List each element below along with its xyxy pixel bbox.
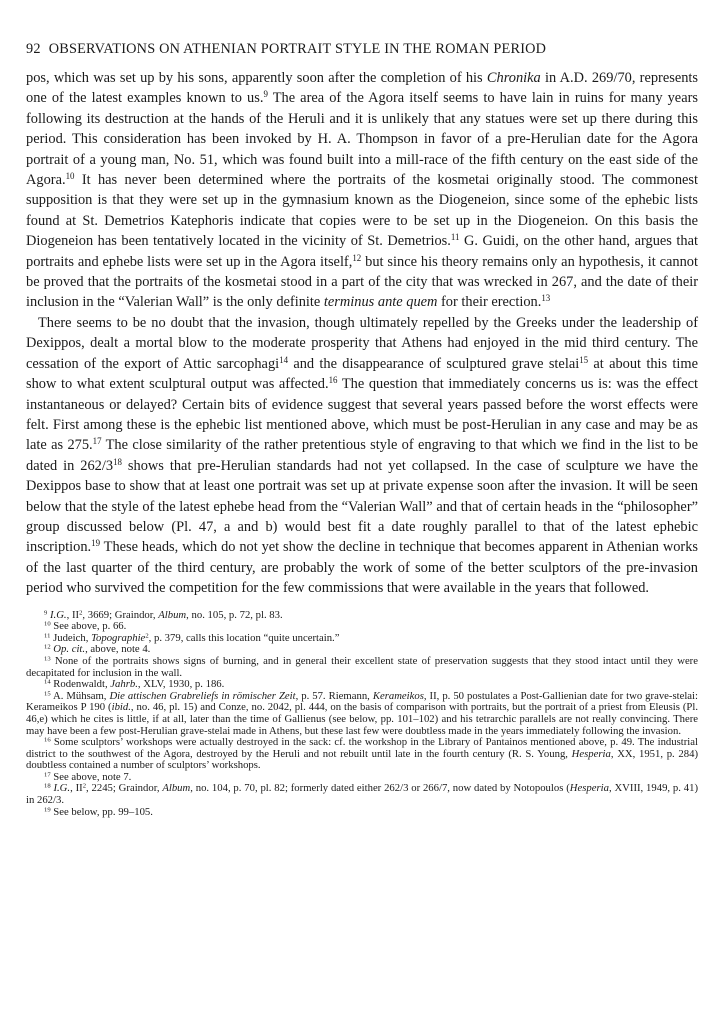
text-run: , 3669; Graindor,	[82, 608, 159, 621]
body-text	[26, 68, 698, 599]
text-run: See below, pp. 99–105.	[50, 805, 153, 818]
text-run: See above, p. 66.	[50, 620, 127, 633]
footnote	[26, 737, 698, 772]
paragraph	[26, 313, 698, 599]
italic-text: Die attischen Grabreliefs in römischer Zeit	[109, 689, 296, 702]
italic-text: I.G.	[49, 608, 67, 621]
text-run: , no. 46, pl. 15) and Conze, no. 2042, pl. 444, on the basis of comparison with portraits, but the portrait of a priest from Eleusis (Pl. 46,e) which he cites is little, if at all, later than the time of Gallienus (see below, pp. 101–102) and his tetrarchic parallels are not really convincing. There may have been a few post-Herulian grave-stelai made in Athens, but these last few were doubtless made in the years immediately following the invasion.	[26, 701, 698, 737]
running-head	[26, 40, 698, 58]
text-run: G. Guidi, on the other hand, argues that portraits and ephebe lists were set up in the Agora itself,	[26, 233, 698, 270]
note-reference: 16	[44, 736, 51, 744]
footnote	[26, 783, 698, 806]
note-reference: 18	[113, 456, 122, 467]
italic-text: Album	[162, 782, 191, 795]
page-number: 92	[26, 41, 41, 57]
note-reference: 12	[44, 643, 51, 651]
footnote	[26, 807, 698, 819]
text-run: for their erection.	[437, 294, 542, 311]
note-reference: 11	[450, 232, 460, 243]
text-run: , above, note 4.	[85, 643, 151, 656]
text-run: The question that immediately concerns us is: was the effect instantaneous or delayed? Certain bits of evidence suggest that several years passed before the worst effects were felt. First among these is the ephebic list mentioned above, which must be post-Herulian in any case and may be as late as 275.	[26, 376, 699, 454]
text-run: , no. 105, p. 72, pl. 83.	[186, 608, 283, 621]
italic-text: Hesperia	[571, 747, 611, 760]
text-run: The close similarity of the rather pretentious style of engraving to that which we find in the list to be dated in 262/3	[26, 437, 698, 474]
text-run: Judeich,	[50, 631, 92, 644]
text-run: A. Mühsam,	[50, 689, 110, 702]
text-run: , 2245; Graindor,	[86, 782, 163, 795]
text-run: , XX, 1951, p. 284) doubtless contained a number of sculptors’ workshops.	[26, 747, 699, 772]
text-run: , no. 104, p. 70, pl. 82; formerly dated either 262/3 or 266/7, now dated by Notopoulos (	[190, 782, 570, 795]
footnote	[26, 691, 698, 737]
italic-text: Op. cit.	[53, 643, 86, 656]
footnote	[26, 656, 698, 679]
text-run: Rodenwaldt,	[50, 678, 111, 691]
note-reference: 2	[145, 632, 149, 640]
footnotes	[26, 610, 698, 819]
note-reference: 2	[79, 608, 83, 616]
note-reference: 19	[44, 806, 51, 814]
text-run: The area of the Agora itself seems to have lain in ruins for many years following its destruction at the hands of the Heruli and it is unlikely that any statues were set up there during this period. This consideration has been invoked by H. A. Thompson in favor of a pre-Herulian date for the Agora portrait of a young man, No. 51, which was found built into a mill-race of the fifth century on the east side of the Agora.	[26, 90, 698, 189]
italic-text: Chronika	[486, 70, 541, 86]
note-reference: 9	[263, 89, 268, 100]
text-run: There seems to be no doubt that the invasion, though ultimately repelled by the Greeks under the leadership of Dexippos, dealt a mortal blow to the moderate prosperity that Athens had enjoyed in the mid third century. The cessation of the export of Attic sarcophagi	[26, 314, 698, 372]
note-reference: 18	[44, 782, 51, 790]
text-run: , p. 379, calls this location “quite uncertain.”	[148, 631, 340, 644]
text-run: None of the portraits shows signs of burning, and in general their excellent state of preservation suggests that they stood intact until they were decapitated for inclusion in the wall.	[26, 654, 698, 679]
italic-text: terminus ante quem	[323, 294, 438, 311]
text-run: It has never been determined where the portraits of the kosmetai originally stood. The commonest supposition is that they were set up in the gymnasium known as the Diogeneion, since some of the ephebic lists found at St. Demetrios Katephoris indicate that copies were to be set up in the Diogeneion. On this basis the Diogeneion has been tentatively located in the vicinity of St. Demetrios.	[26, 172, 698, 250]
note-reference: 9	[44, 608, 48, 616]
note-reference: 14	[279, 354, 289, 365]
text-run: in A.D. 269/70, represents one of the latest examples known to us.	[26, 70, 699, 107]
note-reference: 19	[91, 538, 101, 549]
text-run: Some sculptors’ workshops were actually destroyed in the sack: cf. the workshop in the Library of Pantainos mentioned above, p. 49. The industrial district to the southwest of the Agora, destroyed by the Heruli and not rebuilt until late in the fourth century (R. S. Young,	[26, 736, 698, 760]
text-run: , II	[70, 782, 83, 795]
text-run: , II, p. 50 postulates a Post-Gallienian date for two grave-stelai: Kerameikos P 190 (	[26, 689, 698, 714]
note-reference: 15	[579, 354, 589, 365]
note-reference: 2	[82, 782, 87, 790]
italic-text: Jahrb.	[110, 678, 138, 691]
note-reference: 11	[44, 632, 51, 640]
note-reference: 16	[328, 375, 338, 386]
book-page	[26, 40, 698, 818]
text-run: See above, note 7.	[50, 770, 132, 783]
note-reference: 17	[44, 771, 51, 779]
text-run: , II	[66, 608, 80, 621]
text-run: , p. 57. Riemann,	[295, 689, 373, 702]
text-run: at about this time show to what extent sculptural output was affected.	[26, 355, 699, 393]
note-reference: 13	[44, 655, 51, 663]
italic-text: Topographie	[91, 631, 146, 644]
note-reference: 15	[44, 690, 51, 698]
note-reference: 14	[44, 678, 51, 686]
text-run: , XLV, 1930, p. 186.	[137, 678, 225, 691]
running-title: OBSERVATIONS ON ATHENIAN PORTRAIT STYLE IN THE ROMAN PERIOD	[48, 41, 547, 57]
footnote	[26, 610, 698, 622]
text-run: but since his theory remains only an hypothesis, it cannot be proved that the portraits of the kosmetai stood in a part of the city that was wrecked in 267, and the date of their inclusion in the “Valerian Wall” is the only definite	[26, 253, 698, 311]
note-reference: 10	[65, 171, 75, 182]
italic-text: ibid.	[111, 701, 131, 714]
note-reference: 17	[92, 436, 102, 447]
italic-text: Hesperia	[569, 782, 609, 795]
text-run: and the disappearance of sculptured grave stelai	[288, 355, 580, 372]
text-run: shows that pre-Herulian standards had not yet collapsed. In the case of sculpture we have the Dexippos base to show that at least one portrait was set up at private expense soon after the invasion. It will be seen below that the style of the latest ephebe head from the “Valerian Wall” and that of certain heads in the “philosopher” group discussed below (Pl. 47, a and b) would best fit a date roughly parallel to that of the latest ephebic inscription.	[26, 457, 698, 556]
text-run: These heads, which do not yet show the decline in technique that becomes apparent in Athenian works of the last quarter of the third century, are probably the work of some of the better sculptors of the pre-invasion period who survived the competition for the few commissions that were available in the years that followed.	[26, 539, 698, 597]
italic-text: Album	[158, 608, 187, 621]
text-run: , XVIII, 1949, p. 41) in 262/3.	[26, 782, 699, 807]
note-reference: 12	[352, 252, 362, 263]
italic-text: Kerameikos	[372, 689, 424, 702]
text-run: pos, which was set up by his sons, apparently soon after the completion of his	[26, 70, 487, 86]
paragraph	[26, 68, 698, 313]
note-reference: 13	[541, 293, 551, 304]
italic-text: I.G.	[53, 782, 71, 795]
note-reference: 10	[44, 620, 51, 628]
